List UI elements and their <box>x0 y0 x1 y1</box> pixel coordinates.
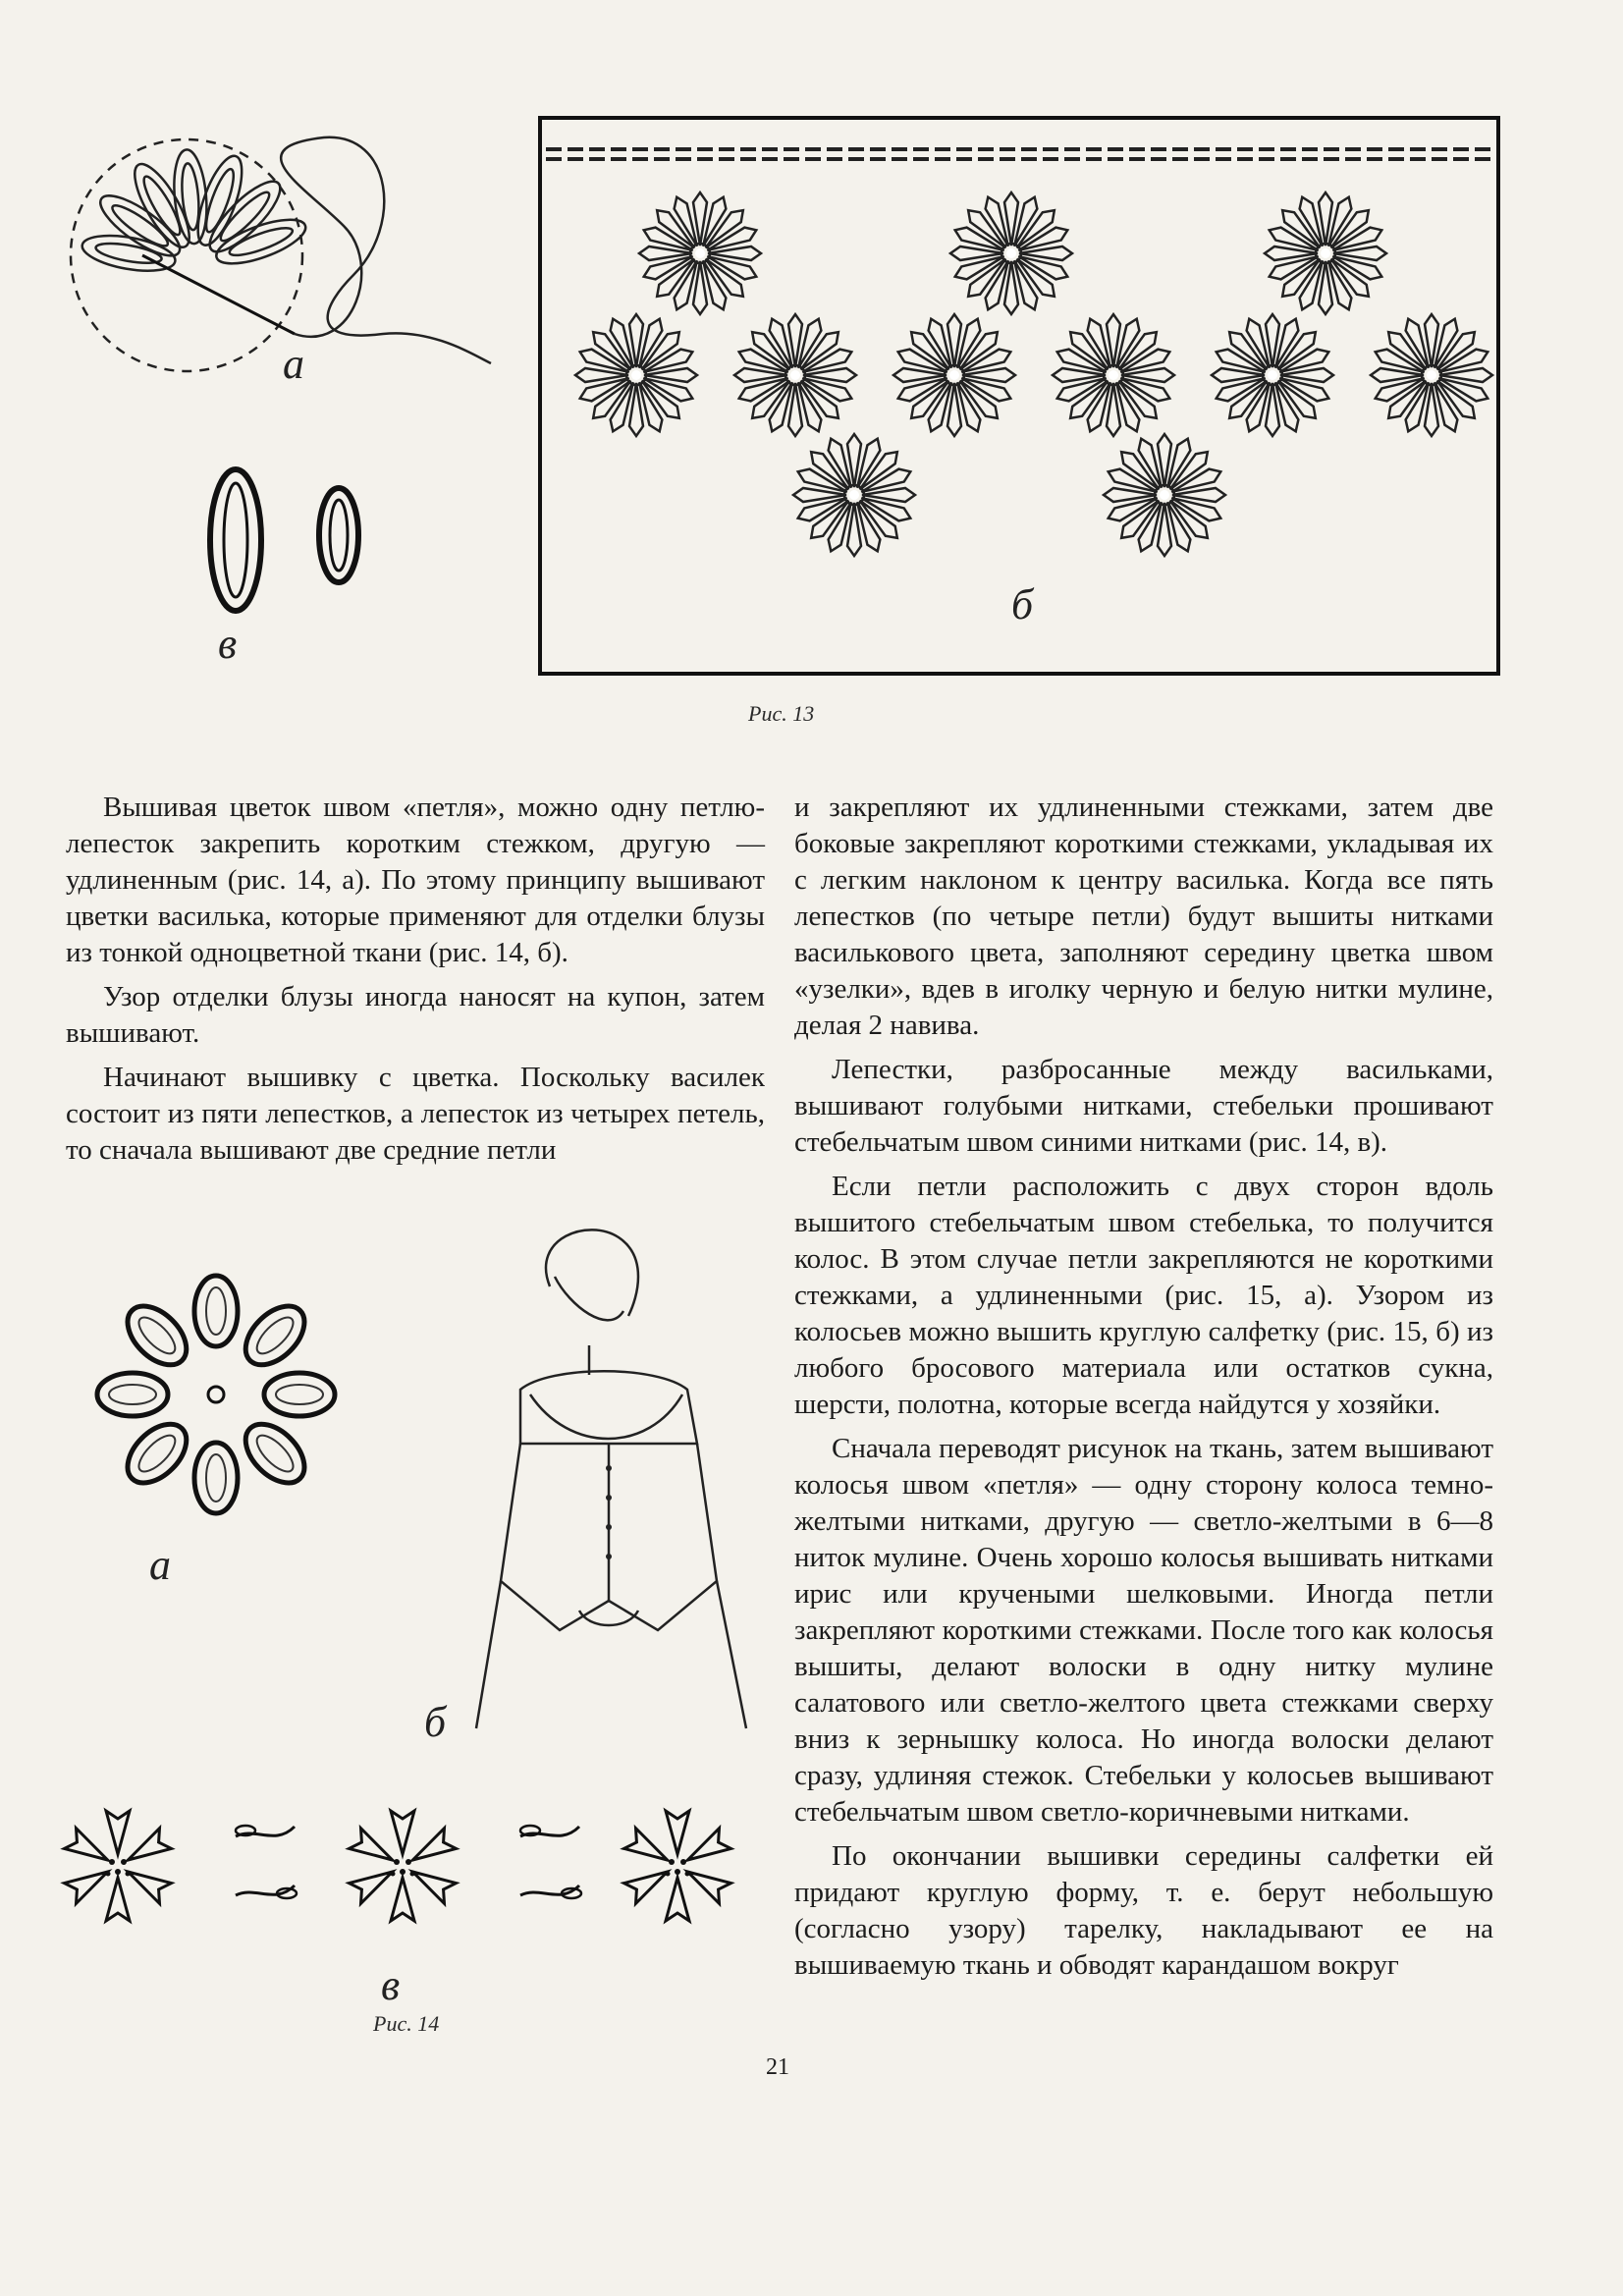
fig13-label-b: б <box>1011 580 1034 629</box>
paragraph-continuation: и закрепляют их удлиненными стежками, затем две боковые закрепляют короткими стежками, укладывая их с легким наклоном к центру василька. Когда все пять лепестков (по четыре петли) будут вышиты нитками василькового цвета, заполняют середину цветка швом «узелки», вдев в иголку черную и белую нитки мулине, делая 2 навива. <box>794 792 1493 1041</box>
fig14-label-a: а <box>149 1541 171 1589</box>
fig13-caption: Рис. 13 <box>748 701 815 726</box>
paragraph: Лепестки, разбросанные между васильками, вышивают голубыми нитками, стебельки прошивают стебельчатым швом синими нитками (рис. 14, в). <box>794 1054 1493 1158</box>
fig14-v-border-pattern-illustration <box>49 1777 756 1964</box>
paragraph: Сначала переводят рисунок на ткань, затем вышивают колосья швом «петля» — одну сторону колоса темно-желтыми нитками, другую — светло-желтыми в 6—8 ниток мулине. Очень хорошо колосья вышивать нитками ирис или кручеными шелковыми. Иногда петли закрепляют короткими стежками. После того как колосья вышиты, делают волоски в одну нитку мулине салатового или светло-желтого цвета стежками сверху вниз к зернышку колоса. Но иногда волоски делают сразу, удлиняя стежок. Стебельки у колосьев вышивают стебельчатым швом светло-коричневыми нитками. <box>794 1433 1493 1828</box>
fig13-v-loop-shapes-illustration <box>187 462 383 629</box>
paragraph: Начинают вышивку с цветка. Поскольку василек состоит из пяти лепестков, а лепесток из четырех петель, то сначала вышивают две средние петли <box>66 1062 765 1166</box>
paragraph: Если петли расположить с двух сторон вдоль вышитого стебельчатым швом стебелька, то получится колос. В этом случае петли закрепляются не короткими стежками, а удлиненными (рис. 15, а). Узором из колосьев можно вышить круглую салфетку (рис. 15, б) из любого бросового материала или остатков сукна, шерсти, полотна, которые всегда найдутся у хозяйки. <box>794 1171 1493 1420</box>
left-text-column <box>66 790 765 1176</box>
page-number: 21 <box>766 2054 789 2080</box>
fig13-label-v: в <box>218 620 238 668</box>
fig14-label-b: б <box>424 1698 447 1746</box>
fig14-caption: Рис. 14 <box>373 2011 440 2036</box>
fig13-b-border-pattern-illustration <box>538 116 1598 678</box>
right-text-column <box>794 790 1493 1992</box>
paragraph: Вышивая цветок швом «петля», можно одну петлю-лепесток закрепить коротким стежком, другую — удлиненным (рис. 14, а). По этому принципу вышивают цветки василька, которые применяют для отделки блузы из тонкой одноцветной ткани (рис. 14, б). <box>66 792 765 968</box>
fig13-label-a: а <box>283 340 304 388</box>
paragraph: По окончании вышивки середины салфетки ей придают круглую форму, т. е. берут небольшую (согласно узору) тарелку, накладывают ее на вышиваемую ткань и обводят карандашом вокруг <box>794 1840 1493 1981</box>
fig14-label-v: в <box>381 1961 401 2009</box>
paragraph: Узор отделки блузы иногда наносят на купон, затем вышивают. <box>66 981 765 1049</box>
fig14-a-cornflower-illustration <box>69 1247 363 1542</box>
fig14-b-blouse-figure-illustration <box>461 1218 756 1748</box>
